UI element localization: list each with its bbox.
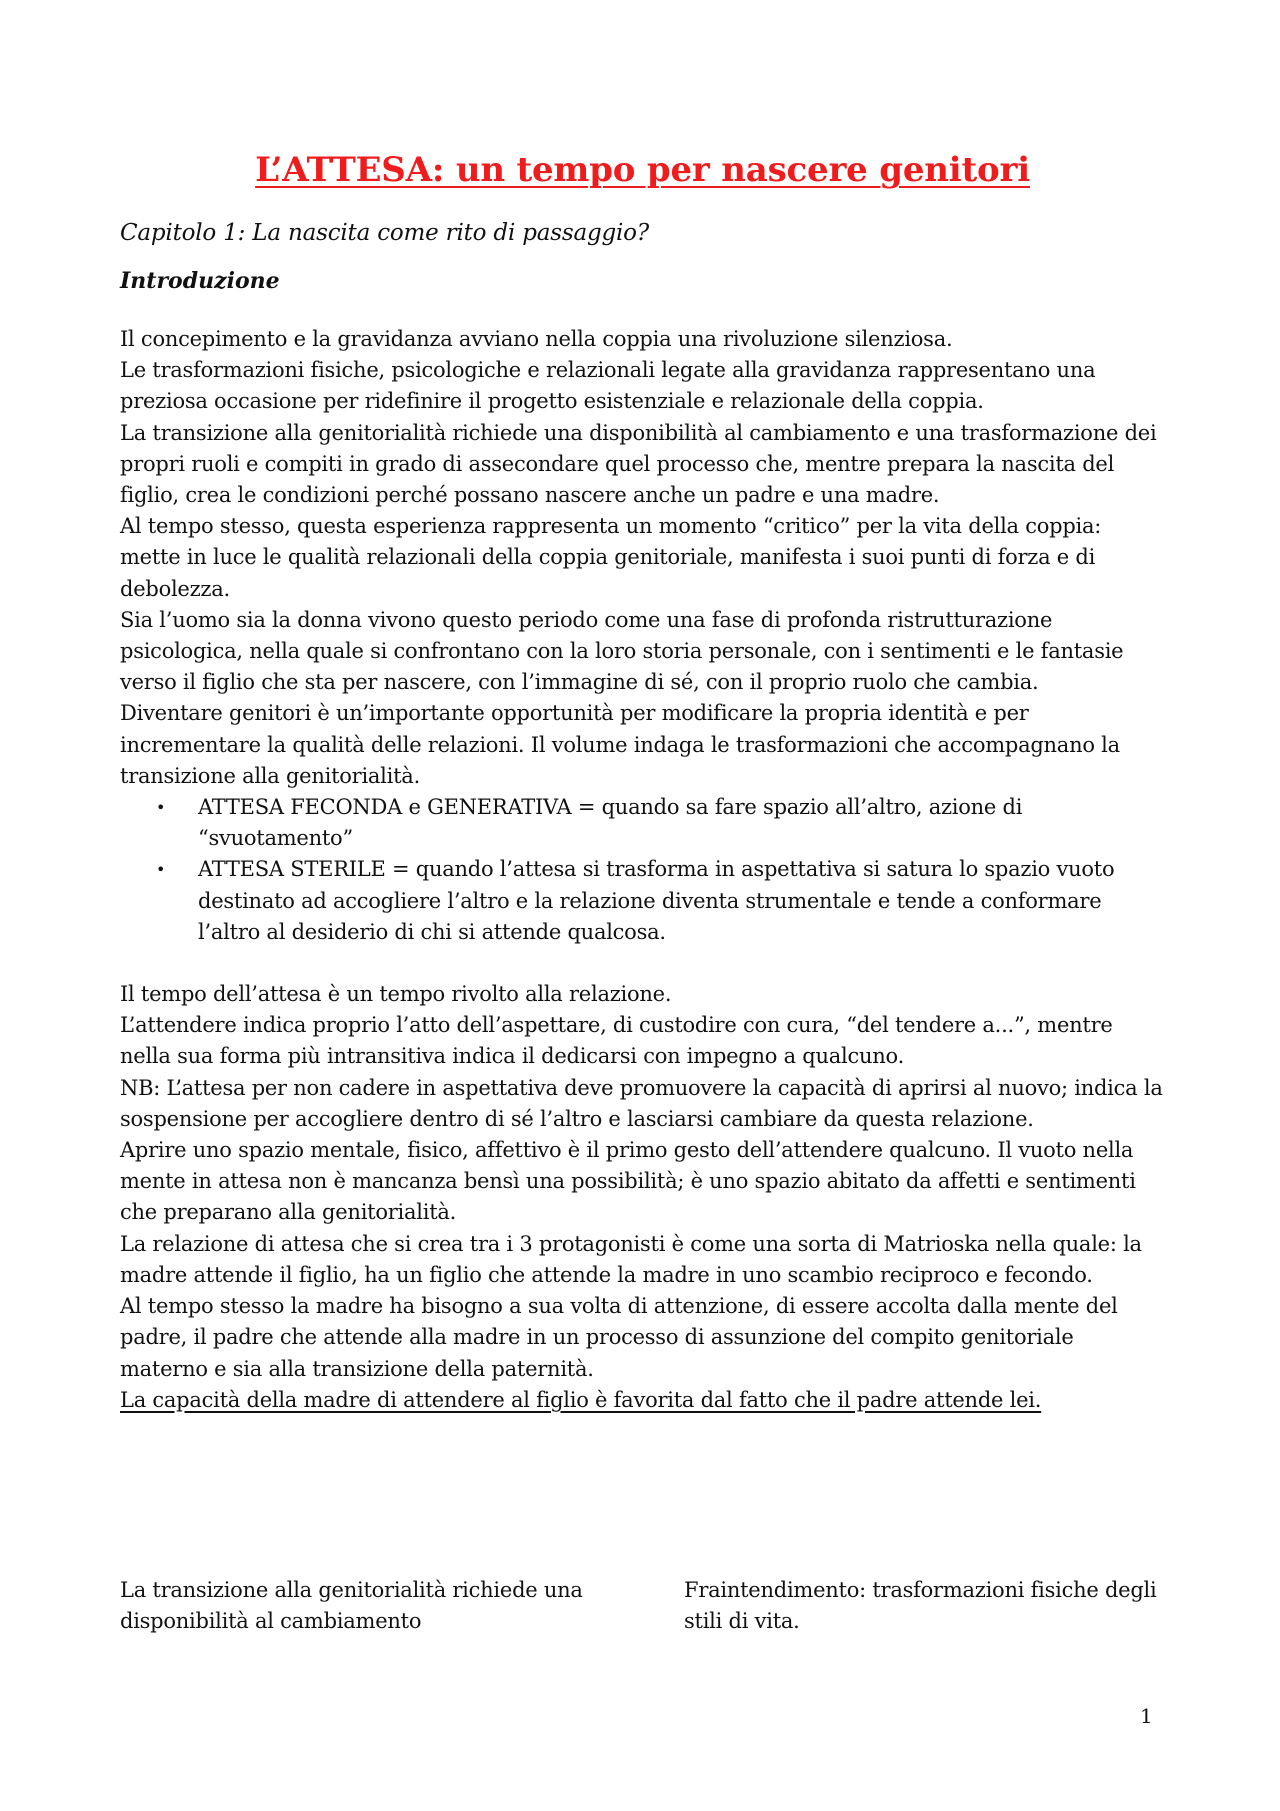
document-page [120, 150, 1165, 1416]
bullet-text: ATTESA STERILE = quando l’attesa si trasforma in aspettativa si satura lo spazio vuoto destinato ad accogliere l’altro e la relazione diventa strumentale e tende a conformare l’altro al desiderio di chi si attende qualcosa. [198, 857, 1115, 944]
paragraph-spacer [120, 948, 1165, 979]
note-right: Fraintendimento: trasformazioni fisiche degli stili di vita. [684, 1578, 1157, 1634]
underlined-sentence: La capacità della madre di attendere al figlio è favorita dal fatto che il padre attende lei. [120, 1387, 1042, 1412]
paragraph: La relazione di attesa che si crea tra i 3 protagonisti è come una sorta di Matrioska nella quale: la madre attende il figlio, ha un figlio che attende la madre in uno scambio reciproco e fecondo. [120, 1231, 1142, 1287]
paragraph: Le trasformazioni fisiche, psicologiche e relazionali legate alla gravidanza rappresentano una preziosa occasione per ridefinire il progetto esistenziale e relazionale della coppia. [120, 358, 1096, 414]
paragraph: Il tempo dell’attesa è un tempo rivolto alla relazione. [120, 982, 672, 1007]
paragraph: L’attendere indica proprio l’atto dell’aspettare, di custodire con cura, “del tendere a...”, mentre nella sua forma più intransitiva indica il dedicarsi con impegno a qualcuno. [120, 1013, 1113, 1069]
paragraph: La transizione alla genitorialità richiede una disponibilità al cambiamento e una trasformazione dei propri ruoli e compiti in grado di assecondare quel processo che, mentre prepara la nascita del figlio, crea le condizioni perché possano nascere anche un padre e una madre. [120, 420, 1157, 508]
paragraph: Diventare genitori è un’importante opportunità per modificare la propria identità e per incrementare la qualità delle relazioni. Il volume indaga le trasformazioni che accompagnano la transizione alla genitorialità. [120, 701, 1120, 788]
chapter-heading: Capitolo 1: La nascita come rito di passaggio? [120, 220, 649, 246]
bullet-icon: • [156, 860, 166, 880]
bullet-list [120, 792, 1165, 948]
paragraph: Il concepimento e la gravidanza avviano nella coppia una rivoluzione silenziosa. [120, 327, 953, 351]
bullet-icon: • [156, 798, 166, 818]
paragraph: Al tempo stesso, questa esperienza rappresenta un momento “critico” per la vita della coppia: mette in luce le qualità relazionali della coppia genitoriale, manifesta i suoi punti di forza e di debolezza. [120, 514, 1102, 601]
bullet-item [156, 792, 1165, 854]
note-left: La transizione alla genitorialità richiede una disponibilità al cambiamento [120, 1578, 583, 1634]
paragraph: Al tempo stesso la madre ha bisogno a sua volta di attenzione, di essere accolta dalla mente del padre, il padre che attende alla madre in un processo di assunzione del compito genitoriale materno e sia alla transizione della paternità. [120, 1294, 1118, 1381]
page-number: 1 [1140, 1704, 1153, 1728]
section-heading: Introduzione [120, 268, 280, 294]
paragraph: Aprire uno spazio mentale, fisico, affettivo è il primo gesto dell’attendere qualcuno. Il vuoto nella mente in attesa non è mancanza bensì una possibilità; è uno spazio abitato da affetti e sentimenti che preparano alla genitorialità. [120, 1138, 1136, 1225]
paragraph: NB: L’attesa per non cadere in aspettativa deve promuovere la capacità di aprirsi al nuovo; indica la sospensione per accogliere dentro di sé l’altro e lasciarsi cambiare da questa relazione. [120, 1075, 1163, 1131]
bullet-text: ATTESA FECONDA e GENERATIVA = quando sa fare spazio all’altro, azione di “svuotamento” [198, 795, 1023, 851]
bullet-item [156, 854, 1165, 948]
document-title: L’ATTESA: un tempo per nascere genitori [255, 150, 1030, 190]
introduction-body [120, 324, 1165, 1416]
paragraph: Sia l’uomo sia la donna vivono questo periodo come una fase di profonda ristrutturazione psicologica, nella quale si confrontano con la loro storia personale, con i sentimenti e le fantasie verso il figlio che sta per nascere, con l’immagine di sé, con il proprio ruolo che cambia. [120, 607, 1124, 695]
